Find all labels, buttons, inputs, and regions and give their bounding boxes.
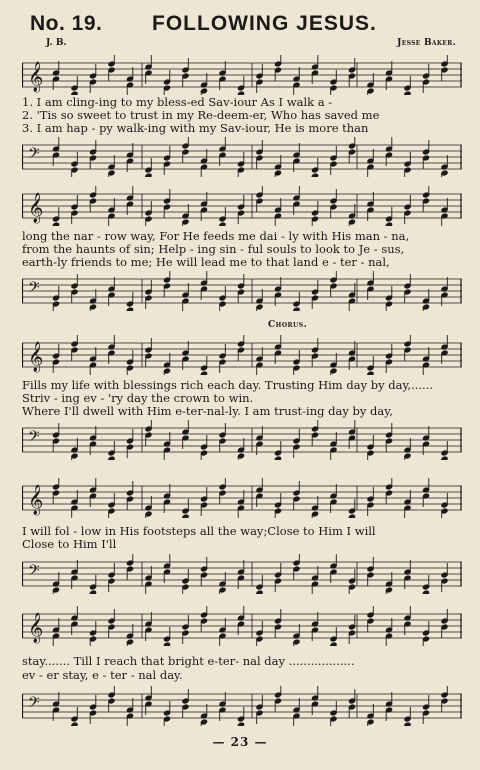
hymn-number: No. 19. [30, 12, 103, 35]
svg-text:𝄞: 𝄞 [28, 62, 44, 92]
hymn-title: FOLLOWING JESUS. [152, 12, 377, 35]
svg-text:𝄞: 𝄞 [28, 342, 44, 372]
lyric-line: stay....... Till I reach that bright e-ter- nal day .................. [22, 654, 355, 668]
svg-text:𝄢: 𝄢 [28, 562, 40, 583]
svg-text:𝄢: 𝄢 [28, 145, 40, 166]
hymn-header [30, 10, 458, 38]
lyricist-credit: J. B. [46, 38, 67, 48]
chorus-label: Chorus. [268, 320, 308, 330]
lyric-line: ev - er stay, e - ter - nal day. [22, 668, 183, 682]
lyric-line: from the haunts of sin; Help - ing sin - ful souls to look to Je - sus, [22, 242, 405, 256]
lyric-line: Fills my life with blessings rich each day. Trusting Him day by day,...... [22, 378, 434, 392]
bass-staff [22, 554, 462, 594]
lyric-line: 2. 'Tis so sweet to trust in my Re-deem-er, Who has saved me [22, 108, 380, 122]
lyric-line: I will fol - low in His footsteps all the way;Close to Him I will [22, 524, 376, 538]
treble-staff [22, 478, 462, 518]
svg-text:𝄢: 𝄢 [28, 694, 40, 715]
lyric-line: Striv - ing ev - 'ry day the crown to win. [22, 391, 254, 405]
music-system-5 [22, 606, 462, 731]
bass-staff [22, 271, 462, 311]
treble-staff [22, 186, 462, 226]
bass-staff [22, 420, 462, 460]
svg-text:𝄢: 𝄢 [28, 279, 40, 300]
lyric-line: earth-ly friends to me; He will lead me to that land e - ter - nal, [22, 255, 390, 269]
lyric-line: long the nar - row way, For He feeds me dai - ly with His man - na, [22, 229, 410, 243]
page-number: — 23 — [212, 735, 268, 749]
bass-staff [22, 137, 462, 177]
svg-text:𝄞: 𝄞 [28, 193, 44, 223]
music-system-1 [22, 55, 462, 200]
lyric-line: 3. I am hap - py walk-ing with my Sav-iour, He is more than [22, 121, 369, 135]
lyric-line: Close to Him I'll [22, 537, 117, 551]
composer-credit: Jesse Baker. [397, 38, 456, 48]
music-system-4 [22, 478, 462, 598]
treble-staff [22, 606, 462, 646]
svg-text:𝄞: 𝄞 [28, 485, 44, 515]
lyric-line: Where I'll dwell with Him e-ter-nal-ly. I am trust-ing day by day, [22, 404, 393, 418]
lyric-line: 1. I am cling-ing to my bless-ed Sav-iour As I walk a - [22, 95, 333, 109]
music-system-2 [22, 186, 462, 316]
treble-staff [22, 55, 462, 95]
hymn-credits [46, 38, 456, 52]
treble-staff [22, 335, 462, 375]
music-system-3 [22, 335, 462, 465]
svg-text:𝄢: 𝄢 [28, 428, 40, 449]
bass-staff [22, 686, 462, 726]
svg-text:𝄞: 𝄞 [28, 613, 44, 643]
